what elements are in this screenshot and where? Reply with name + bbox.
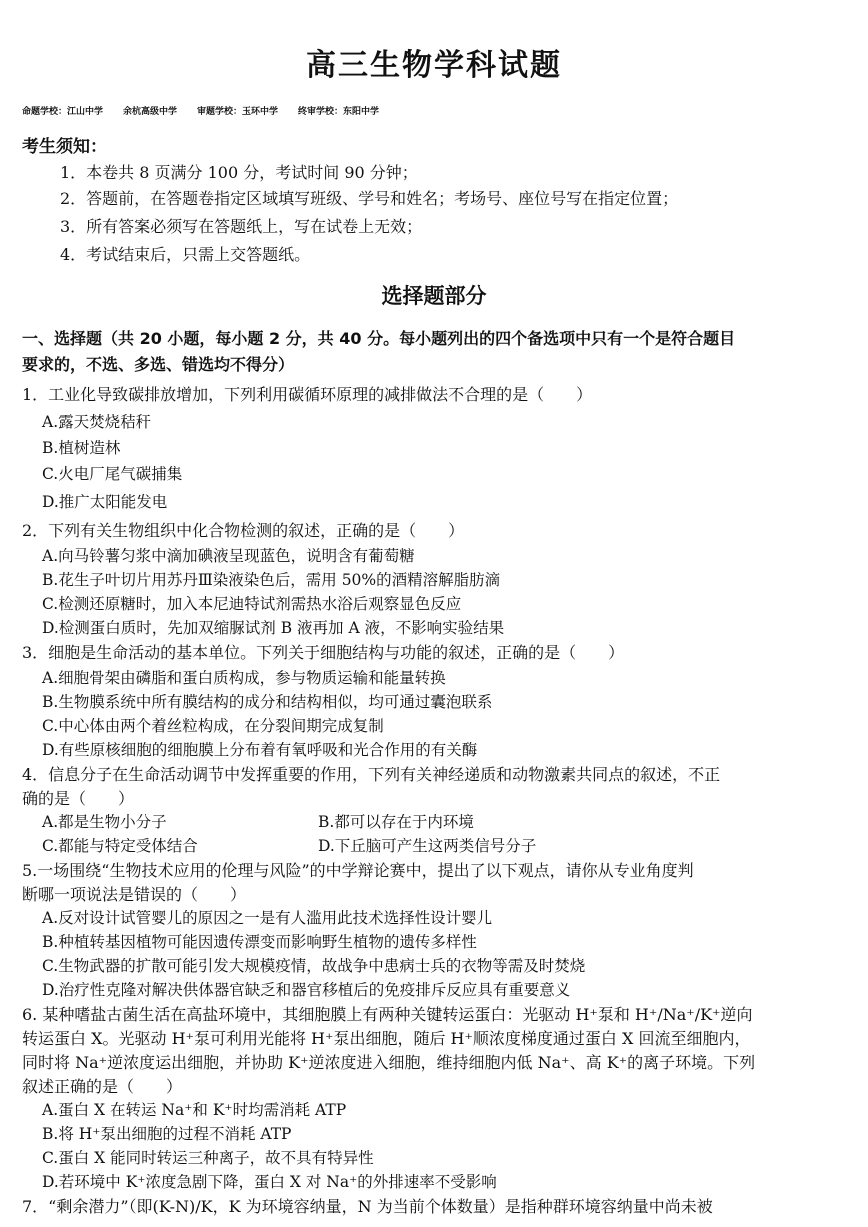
question-1-option-a: A.露天焚烧秸秆 — [42, 413, 152, 431]
question-1-option-d: D.推广太阳能发电 — [42, 493, 168, 511]
question-2-option-a: A.向马铃薯匀浆中滴加碘液呈现蓝色，说明含有葡萄糖 — [42, 547, 415, 565]
question-6-stem-cont: 同时将 Na⁺逆浓度运出细胞，并协助 K⁺逆浓度进入细胞，维持细胞内低 Na⁺、高 K⁺的离子环境。下列 — [22, 1053, 756, 1072]
question-7-stem: 7．“剩余潜力”（即(K-N)/K，K 为环境容纳量，N 为当前个体数量）是指种群环境容纳量中尚未被 — [22, 1197, 713, 1216]
notice-item: 2．答题前，在答题卷指定区域填写班级、学号和姓名；考场号、座位号写在指定位置； — [60, 189, 679, 208]
question-4-option-c: C.都能与特定受体结合 — [42, 837, 198, 855]
question-5-option-d: D.治疗性克隆对解决供体器官缺乏和器官移植后的免疫排斥反应具有重要意义 — [42, 981, 571, 999]
notice-item: 3．所有答案必须写在答题纸上，写在试卷上无效； — [60, 217, 423, 236]
notice-heading: 考生须知： — [22, 137, 107, 157]
part-instructions-line1: 一、选择题（共 20 小题，每小题 2 分，共 40 分。每小题列出的四个备选项中只有一个是符合题目 — [22, 329, 736, 348]
question-6-stem-cont: 转运蛋白 X。光驱动 H⁺泵可利用光能将 H⁺泵出细胞，随后 H⁺顺浓度梯度通过蛋白 X 回流至细胞内， — [22, 1029, 751, 1048]
question-1-option-c: C.火电厂尾气碳捕集 — [42, 465, 183, 483]
notice-item: 1．本卷共 8 页满分 100 分，考试时间 90 分钟； — [60, 163, 418, 182]
notice-item: 4．考试结束后，只需上交答题纸。 — [60, 245, 311, 264]
question-2-option-c: C.检测还原糖时，加入本尼迪特试剂需热水浴后观察显色反应 — [42, 595, 462, 613]
question-3-stem: 3．细胞是生命活动的基本单位。下列关于细胞结构与功能的叙述，正确的是（ ） — [22, 643, 625, 662]
question-4-option-a: A.都是生物小分子 — [42, 813, 167, 831]
question-6-stem-cont: 叙述正确的是（ ） — [22, 1077, 183, 1096]
question-4-stem: 4．信息分子在生命活动调节中发挥重要的作用，下列有关神经递质和动物激素共同点的叙述，不正 — [22, 765, 721, 784]
question-5-option-b: B.种植转基因植物可能因遗传漂变而影响野生植物的遗传多样性 — [42, 933, 477, 951]
question-3-option-b: B.生物膜系统中所有膜结构的成分和结构相似，均可通过囊泡联系 — [42, 693, 493, 711]
question-5-option-a: A.反对设计试管婴儿的原因之一是有人滥用此技术选择性设计婴儿 — [42, 909, 493, 927]
author-school: 命题学校：江山中学 — [22, 107, 104, 117]
question-2-option-b: B.花生子叶切片用苏丹Ⅲ染液染色后，需用 50%的酒精溶解脂肪滴 — [42, 571, 501, 589]
question-2-stem: 2．下列有关生物组织中化合物检测的叙述，正确的是（ ） — [22, 521, 465, 540]
author-school-2: 余杭高级中学 — [123, 107, 178, 117]
question-4-stem-cont: 确的是（ ） — [22, 789, 135, 808]
question-3-option-c: C.中心体由两个着丝粒构成，在分裂间期完成复制 — [42, 717, 384, 735]
school-info — [22, 104, 852, 117]
question-2-option-d: D.检测蛋白质时，先加双缩脲试剂 B 液再加 A 液，不影响实验结果 — [42, 619, 505, 637]
question-1-stem: 1．工业化导致碳排放增加，下列利用碳循环原理的减排做法不合理的是（ ） — [22, 385, 593, 404]
part-instructions-line2: 要求的，不选、多选、错选均不得分） — [22, 355, 295, 374]
review-school: 审题学校：玉环中学 — [197, 107, 279, 117]
question-5-stem-cont: 断哪一项说法是错误的（ ） — [22, 885, 247, 904]
question-5-option-c: C.生物武器的扩散可能引发大规模疫情，故战争中患病士兵的衣物等需及时焚烧 — [42, 957, 586, 975]
question-6-stem: 6. 某种嗜盐古菌生活在高盐环境中，其细胞膜上有两种关键转运蛋白：光驱动 H⁺泵和 H⁺/Na⁺/K⁺逆向 — [22, 1005, 753, 1024]
question-6-option-c: C.蛋白 X 能同时转运三种离子，故不具有特异性 — [42, 1149, 374, 1167]
final-school: 终审学校：东阳中学 — [298, 107, 380, 117]
question-1-option-b: B.植树造林 — [42, 439, 121, 457]
question-6-option-b: B.将 H⁺泵出细胞的过程不消耗 ATP — [42, 1125, 292, 1143]
question-5-stem: 5.一场围绕“生物技术应用的伦理与风险”的中学辩论赛中，提出了以下观点，请你从专业角度判 — [22, 861, 694, 880]
question-4-option-b: B.都可以存在于内环境 — [318, 813, 474, 831]
question-3-option-a: A.细胞骨架由磷脂和蛋白质构成，参与物质运输和能量转换 — [42, 669, 446, 687]
section-title: 选择题部分 — [381, 284, 487, 308]
question-6-option-d: D.若环境中 K⁺浓度急剧下降，蛋白 X 对 Na⁺的外排速率不受影响 — [42, 1173, 497, 1191]
question-6-option-a: A.蛋白 X 在转运 Na⁺和 K⁺时均需消耗 ATP — [42, 1101, 347, 1119]
page-title: 高三生物学科试题 — [306, 48, 562, 83]
question-4-option-d: D.下丘脑可产生这两类信号分子 — [318, 837, 537, 855]
question-3-option-d: D.有些原核细胞的细胞膜上分布着有氧呼吸和光合作用的有关酶 — [42, 741, 478, 759]
